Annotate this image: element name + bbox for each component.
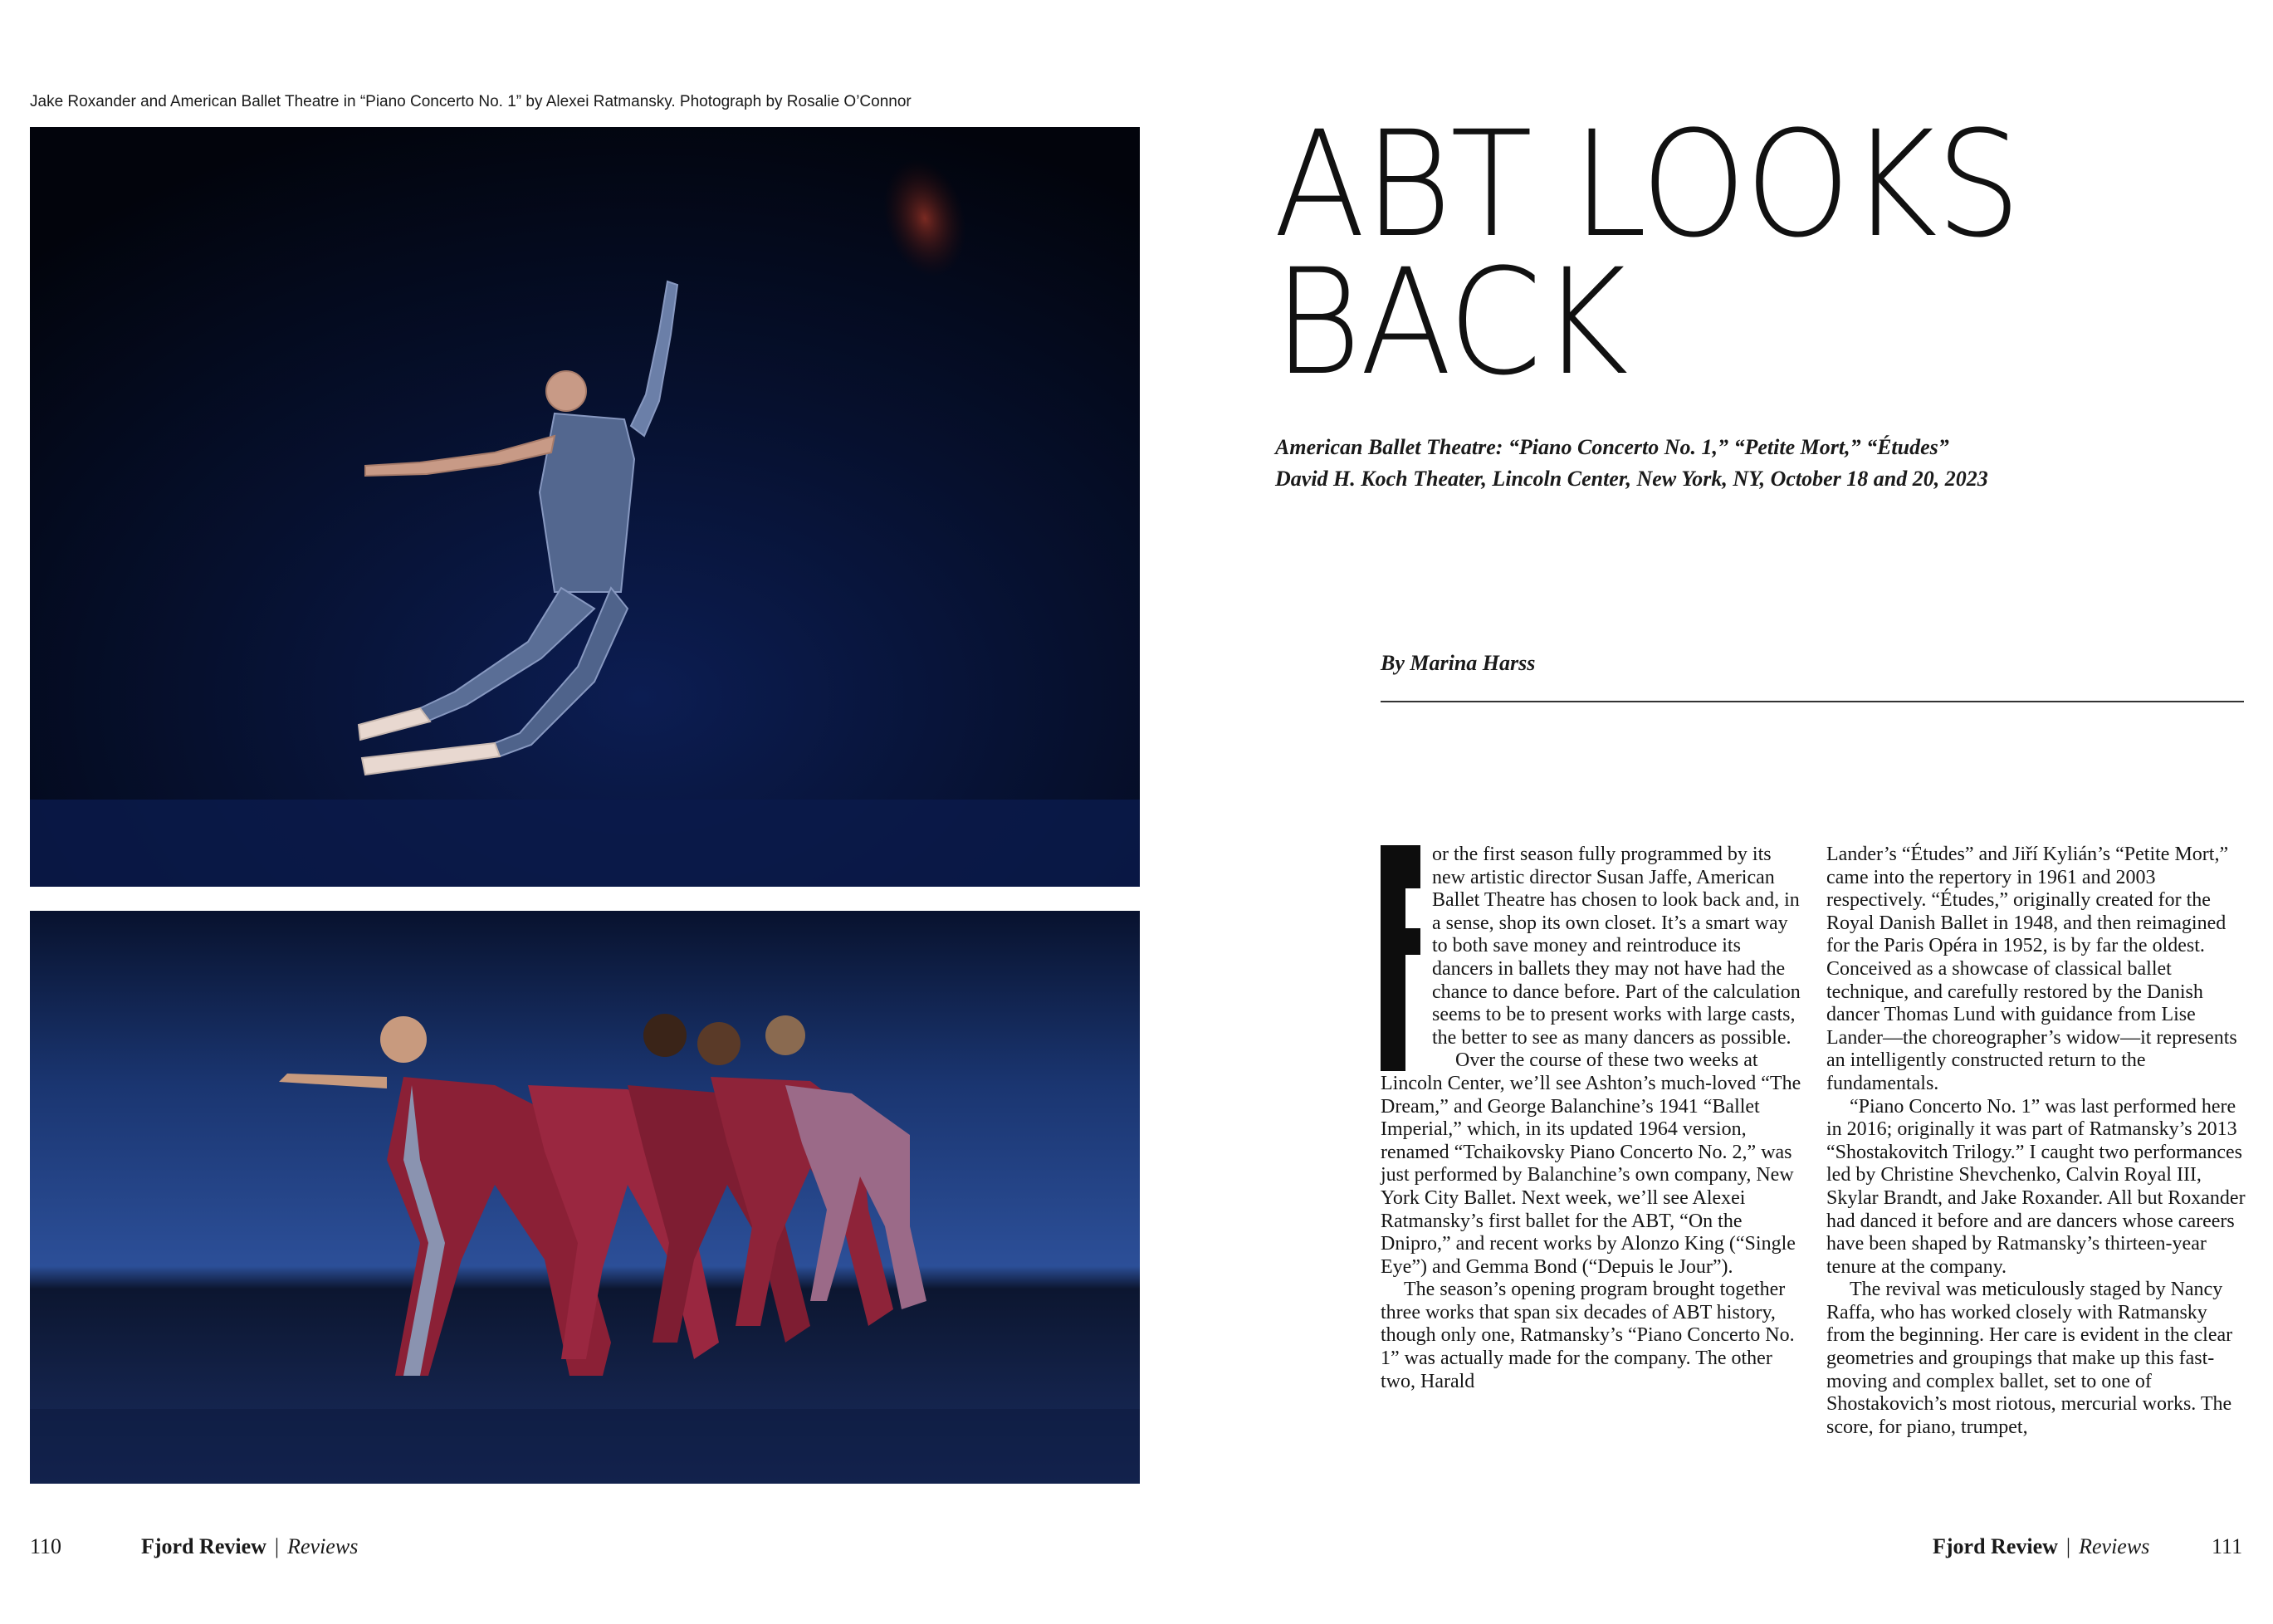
col1-paragraph-3: The season’s opening program brought together three works that span six decades of ABT history, though only one, Ratmansky’s “Piano Concerto No. 1” was actually made for the company. The other two, Harald <box>1381 1279 1795 1392</box>
col2-paragraph-1: Lander’s “Études” and Jiří Kylián’s “Petite Mort,” came into the repertory in 1961 and 2003 respectively. “Études,” originally created for the Royal Danish Ballet in 1948, and then reimagined for the Paris Opéra in 1952, is by far the oldest. Conceived as a showcase of classical ballet technique, and carefully restored by the Danish dancer Thomas Lund with guidance from Lise Lander—the choreographer’s widow—it represents an intelligently constructed return to the fundamentals. <box>1826 844 2237 1094</box>
col1-paragraph-1: or the first season fully programmed by its new artistic director Susan Jaffe, American Ballet Theatre has chosen to look back and, in a sense, shop its own closet. It’s a smart way to both save money and reintroduce its dancers in ballets they may not have had the chance to dance before. Part of the calculation seems to be to present works with large casts, the better to see as many dancers as possible. <box>1432 844 1801 1049</box>
photo-caption: Jake Roxander and American Ballet Theatre in “Piano Concerto No. 1” by Alexei Ratmansky. Photograph by Rosalie O’Connor <box>30 93 912 110</box>
subhead-program: American Ballet Theatre: “Piano Concerto No. 1,” “Petite Mort,” “Études” <box>1275 435 1949 459</box>
byline: By Marina Harss <box>1381 651 1536 675</box>
drop-cap-letter-f <box>1381 845 1420 1071</box>
footer-right <box>1933 1534 2149 1559</box>
footer-right-separator: | <box>2065 1534 2071 1558</box>
ensemble-photo <box>30 911 1140 1484</box>
page-number-right: 111 <box>2212 1534 2243 1558</box>
page-number-left: 110 <box>30 1534 62 1558</box>
article-headline <box>1273 100 2020 408</box>
footer-left-publication: Fjord Review <box>141 1534 266 1558</box>
subhead-venue: David H. Koch Theater, Lincoln Center, New York, NY, October 18 and 20, 2023 <box>1275 467 1988 491</box>
headline-line-2: BACK <box>1273 237 1627 408</box>
footer-left-section: Reviews <box>287 1534 359 1558</box>
col1-paragraph-2: Over the course of these two weeks at Lincoln Center, we’ll see Ashton’s much-loved “The Dream,” and George Balanchine’s 1941 “Ballet Imperial,” which, in its updated 1964 version, renamed “Tchaikovsky Piano Concerto No. 2,” was just performed by Balanchine’s own company, New York City Ballet. Next week, we’ll see Alexei Ratmansky’s first ballet for the ABT, “On the Dnipro,” and recent works by Alonzo King (“Single Eye”) and Gemma Bond (“Depuis le Jour”). <box>1381 1049 1801 1278</box>
article-subhead <box>1275 432 1988 495</box>
footer-right-section: Reviews <box>2079 1534 2150 1558</box>
dancer-leap-photo <box>30 127 1140 887</box>
byline-rule <box>1381 701 2244 702</box>
article-column-2 <box>1826 844 2248 1439</box>
article-column-1 <box>1381 844 1802 1393</box>
col2-paragraph-2: “Piano Concerto No. 1” was last performed here in 2016; originally it was part of Ratmansky’s 2013 “Shostakovitch Trilogy.” I caught two performances led by Christine Shevchenko, Calvin Royal III, Skylar Brandt, and Jake Roxander. All but Roxander had danced it before and are dancers whose careers have been shaped by Ratmansky’s thirteen-year tenure at the company. <box>1826 1095 2246 1278</box>
ensemble-image <box>30 911 1140 1484</box>
col2-paragraph-3: The revival was meticulously staged by Nancy Raffa, who has worked closely with Ratmansky from the beginning. Her care is evident in the clear geometries and groupings that make up this fast-moving and complex ballet, set to one of Shostakovich’s most riotous, mercurial works. The score, for piano, trumpet, <box>1826 1279 2233 1438</box>
dancer-leap-image <box>30 127 1140 887</box>
footer-left <box>141 1534 358 1559</box>
headline-line-1: ABT LOOKS <box>1273 100 2020 270</box>
footer-left-separator: | <box>274 1534 280 1558</box>
footer-right-publication: Fjord Review <box>1933 1534 2058 1558</box>
drop-cap <box>1381 845 1420 1071</box>
